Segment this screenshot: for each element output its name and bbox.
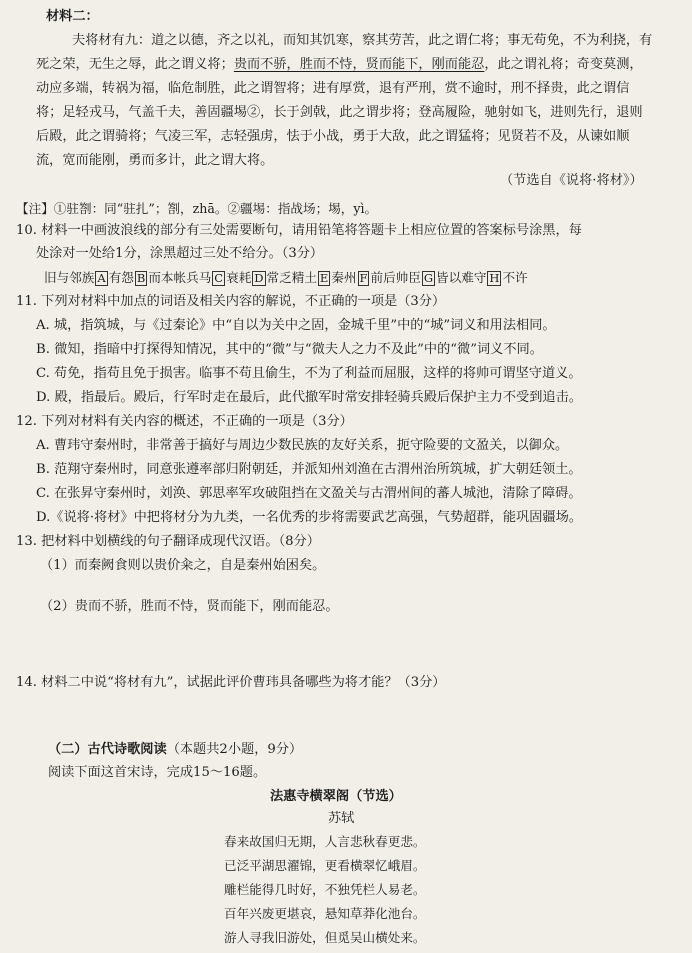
material-two-line-2 xyxy=(36,56,643,74)
break-option-a[interactable]: A xyxy=(97,271,106,285)
segment-text: 常乏 xyxy=(266,270,292,285)
material-two-line-3: 动应多端，转祸为福，临危制胜，此之谓智将；进有厚赏，退有严刑，赏不逾时，刑不择贵，此之谓信 xyxy=(36,81,630,96)
question-10-stem: 10. 材料一中画波浪线的部分有三处需要断句，请用铅笔将答题卡上相应位置的答案标号涂黑，每 xyxy=(16,223,582,238)
segment-text: 秦州 xyxy=(331,270,357,285)
question-12-stem: 12. 下列对材料有关内容的概述，不正确的一项是（3分） xyxy=(16,414,353,429)
question-10-options xyxy=(44,269,528,287)
question-12-option-b[interactable]: B. 范翔守秦州时，同意张遵率部归附朝廷，并派知州刘渔在古渭州治所筑城，扩大朝廷领土。 xyxy=(36,462,582,477)
question-14-stem: 14. 材料二中说“将材有九”，试据此评价曹玮具备哪些为将才能？（3分） xyxy=(16,675,446,690)
break-option-g[interactable]: G xyxy=(423,271,434,285)
material-two-line-5: 后殿，此之谓骑将；气凌三军，志轻强虏，怯于小战，勇于大敌，此之谓猛将；见贤若不及，从谏如顺 xyxy=(36,129,630,144)
question-11-option-b[interactable]: B. 微知，指暗中打探得知情况，其中的“微”与“微夫人之力不及此”中的“微”词义不同。 xyxy=(36,342,543,357)
material-two-line-1: 夫将材有九：道之以德，齐之以礼，而知其饥寒，察其劳苦，此之谓仁将；事无苟免，不为利挠，有 xyxy=(72,33,653,48)
poem-title: 法惠寺横翠阁（节选） xyxy=(270,789,402,804)
break-option-f[interactable]: F xyxy=(359,271,368,285)
question-11-option-a[interactable]: A. 城，指筑城，与《过秦论》中“自以为关中之固，金城千里”中的“城”词义和用法相同。 xyxy=(36,318,556,333)
question-11-option-d[interactable]: D. 殿，指最后。殿后，行军时走在最后，此代撤军时常安排轻骑兵殿后保护主力不受到追击。 xyxy=(36,390,582,405)
break-option-c[interactable]: C xyxy=(214,271,224,285)
break-option-e[interactable]: E xyxy=(319,271,329,285)
segment-text: 前后帅臣 xyxy=(370,270,421,285)
segment-text: 精土 xyxy=(291,270,317,285)
segment-text: 而本帐兵马 xyxy=(148,270,212,285)
material-two-line-6: 流，宽而能刚，勇而多计，此之谓大将。 xyxy=(36,153,274,168)
segment-text: 旧与邻族 xyxy=(44,270,95,285)
section-two-meta: （本题共2小题，9分） xyxy=(166,742,303,757)
segment-text: 衰耗 xyxy=(226,270,252,285)
section-two-title: （二）古代诗歌阅读 xyxy=(48,742,167,757)
question-13-stem: 13. 把材料中划横线的句子翻译成现代汉语。（8分） xyxy=(16,534,320,549)
material-two-source: （节选自《说将·将材》） xyxy=(500,173,643,188)
break-option-d[interactable]: D xyxy=(254,271,264,285)
segment-text: 有怨 xyxy=(108,270,134,285)
section-two-instruction: 阅读下面这首宋诗，完成15～16题。 xyxy=(48,765,267,780)
break-option-b[interactable]: B xyxy=(136,271,146,285)
question-12-option-c[interactable]: C. 在张昇守秦州时，刘涣、郭思率军攻破阻挡在文盈关与古渭州间的蕃人城池，清除了障碍。 xyxy=(36,486,582,501)
poem-line-4: 百年兴废更堪哀，悬知草莽化池台。 xyxy=(224,906,426,921)
question-12-option-d[interactable]: D.《说将·将材》中把将材分为九类，一名优秀的步将需要武艺高强，气势超群，能巩固疆场。 xyxy=(36,510,582,525)
underlined-sentence: 贵而不骄，胜而不恃，贤而能下，刚而能忍 xyxy=(233,57,485,72)
question-13-sentence-1: （1）而秦阙食则以贵价籴之，自是秦州始困矣。 xyxy=(40,558,326,573)
material-two-line-2-head: 死之荣，无生之辱，此之谓义将； xyxy=(36,57,234,72)
poem-line-1: 春来故国归无期，人言悲秋春更悲。 xyxy=(224,834,426,849)
question-11-option-c[interactable]: C. 苟免，指苟且免于损害。临事不苟且偷生，不为了利益而屈服，这样的将帅可谓坚守道义。 xyxy=(36,366,582,381)
poem-line-3: 雕栏能得几时好，不独凭栏人易老。 xyxy=(224,882,426,897)
break-option-h[interactable]: H xyxy=(489,271,500,285)
segment-text: 皆以难守 xyxy=(436,270,487,285)
annotation-note: 【注】①驻劄：同“驻扎”；劄，zhā。②疆埸：指战场；埸，yì。 xyxy=(16,201,378,216)
poem-line-2: 已泛平湖思濯锦，更看横翠忆峨眉。 xyxy=(224,858,426,873)
question-13-sentence-2: （2）贵而不骄，胜而不恃，贤而能下，刚而能忍。 xyxy=(40,599,339,614)
poem-author: 苏轼 xyxy=(328,811,355,826)
poem-line-5: 游人寻我旧游处，但觅吴山横处来。 xyxy=(224,930,426,945)
material-two-line-4: 将；足轻戎马，气盖千夫，善固疆埸②，长于剑戟，此之谓步将；登高履险，驰射如飞，进则先行，退则 xyxy=(36,105,643,120)
question-10-stem-2: 处涂对一处给1分，涂黑超过三处不给分。（3分） xyxy=(36,246,324,261)
question-12-option-a[interactable]: A. 曹玮守秦州时，非常善于搞好与周边少数民族的友好关系，扼守险要的文盈关，以御众。 xyxy=(36,438,569,453)
material-two-line-2-tail: ，此之谓礼将；奇变莫测， xyxy=(484,57,643,72)
segment-text: 不许 xyxy=(502,270,528,285)
section-two-heading xyxy=(48,741,302,759)
material-two-title: 材料二： xyxy=(46,9,99,24)
question-11-stem: 11. 下列对材料中加点的词语及相关内容的解说，不正确的一项是（3分） xyxy=(16,294,446,309)
